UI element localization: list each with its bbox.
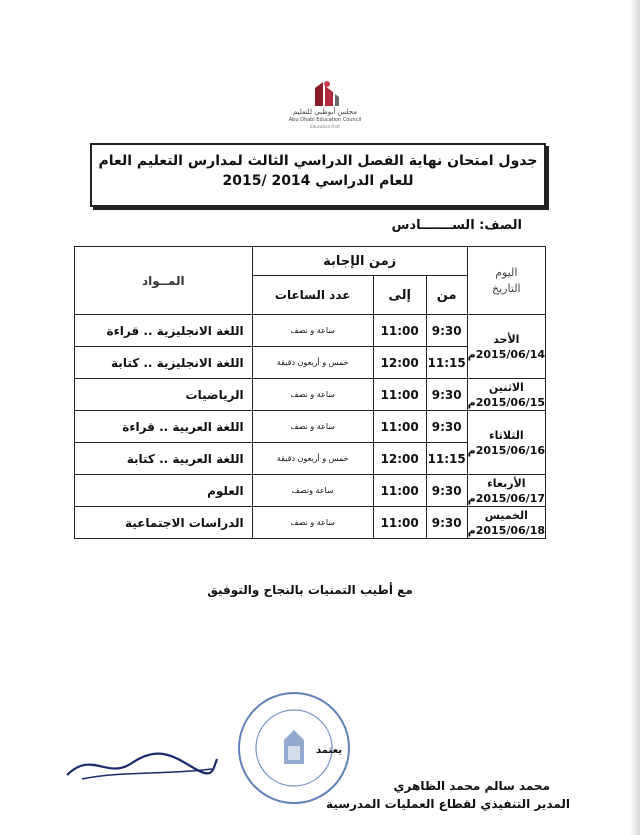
council-logo — [270, 78, 380, 138]
from-cell: 9:30 — [426, 411, 467, 443]
day-name: الأربعاء — [487, 476, 526, 490]
to-cell: 12:00 — [373, 443, 426, 475]
header-hours: عدد الساعات — [252, 276, 373, 315]
hours-cell: ساعة و نصف — [252, 315, 373, 347]
to-cell: 11:00 — [373, 475, 426, 507]
logo-emblem-icon — [305, 78, 345, 108]
exam-schedule-table — [74, 246, 546, 539]
signature-approval-label: يعتمد — [316, 745, 342, 756]
logo-arabic-name: مجلس أبوظبي للتعليم — [292, 108, 357, 116]
to-cell: 11:00 — [373, 315, 426, 347]
day-date: 2015/06/15م — [467, 395, 545, 409]
to-cell: 12:00 — [373, 347, 426, 379]
header-answer-time: زمن الإجابة — [252, 247, 467, 276]
day-cell — [467, 315, 545, 379]
title-line-1: جدول امتحان نهاية الفصل الدراسي الثالث لمدارس التعليم العام — [98, 153, 538, 169]
signatory-name: محمد سالم محمد الظاهري — [393, 779, 550, 793]
day-date: 2015/06/16م — [467, 443, 545, 457]
to-cell: 11:00 — [373, 379, 426, 411]
from-cell: 11:15 — [426, 443, 467, 475]
hours-cell: خمس و أربعون دقيقة — [252, 443, 373, 475]
day-name: الخميس — [484, 508, 528, 522]
header-subjects: المــواد — [75, 247, 253, 315]
to-cell: 11:00 — [373, 507, 426, 539]
table-row — [75, 411, 546, 443]
hours-cell: ساعة و نصف — [252, 411, 373, 443]
day-date: 2015/06/17م — [467, 491, 545, 505]
header-row-1 — [75, 247, 546, 276]
hours-cell: ساعة ونصف — [252, 475, 373, 507]
header-day-date — [467, 247, 545, 315]
subject-cell: اللغة الانجليزية .. قراءة — [75, 315, 253, 347]
day-date: 2015/06/14م — [467, 347, 545, 361]
header-from: من — [426, 276, 467, 315]
hours-cell: خمس و أربعون دقيقة — [252, 347, 373, 379]
grade-label: الصف: الســـــــادس — [391, 218, 522, 233]
hours-cell: ساعة و نصف — [252, 507, 373, 539]
day-cell — [467, 411, 545, 475]
table-row — [75, 379, 546, 411]
table-row — [75, 507, 546, 539]
day-name: الأحد — [493, 332, 520, 346]
from-cell: 11:15 — [426, 347, 467, 379]
document-title-box — [90, 143, 546, 207]
day-cell — [467, 507, 545, 539]
wishes-text: مع أطيب التمنيات بالنجاح والتوفيق — [207, 583, 413, 597]
subject-cell: اللغة العربية .. كتابة — [75, 443, 253, 475]
subject-cell: العلوم — [75, 475, 253, 507]
logo-tagline: Education First — [310, 124, 340, 129]
header-day: اليوم — [495, 265, 518, 279]
from-cell: 9:30 — [426, 475, 467, 507]
table-row — [75, 475, 546, 507]
subject-cell: الرياضيات — [75, 379, 253, 411]
logo-english-name: Abu Dhabi Education Council — [288, 117, 362, 123]
from-cell: 9:30 — [426, 507, 467, 539]
signatory-title: المدير التنفيذي لقطاع العمليات المدرسية — [326, 797, 570, 811]
handwritten-signature-icon — [62, 745, 222, 785]
subject-cell: اللغة الانجليزية .. كتابة — [75, 347, 253, 379]
from-cell: 9:30 — [426, 379, 467, 411]
from-cell: 9:30 — [426, 315, 467, 347]
day-cell — [467, 475, 545, 507]
hours-cell: ساعة و نصف — [252, 379, 373, 411]
day-cell — [467, 379, 545, 411]
day-date: 2015/06/18م — [467, 523, 545, 537]
title-line-2: للعام الدراسي 2014 /2015 — [222, 173, 414, 189]
subject-cell: اللغة العربية .. قراءة — [75, 411, 253, 443]
table-row — [75, 315, 546, 347]
day-name: الثلاثاء — [489, 428, 524, 442]
page-edge-shadow — [630, 0, 640, 835]
day-name: الاثنين — [488, 380, 524, 394]
subject-cell: الدراسات الاجتماعية — [75, 507, 253, 539]
header-to: إلى — [373, 276, 426, 315]
to-cell: 11:00 — [373, 411, 426, 443]
header-date: التاريخ — [492, 281, 521, 295]
